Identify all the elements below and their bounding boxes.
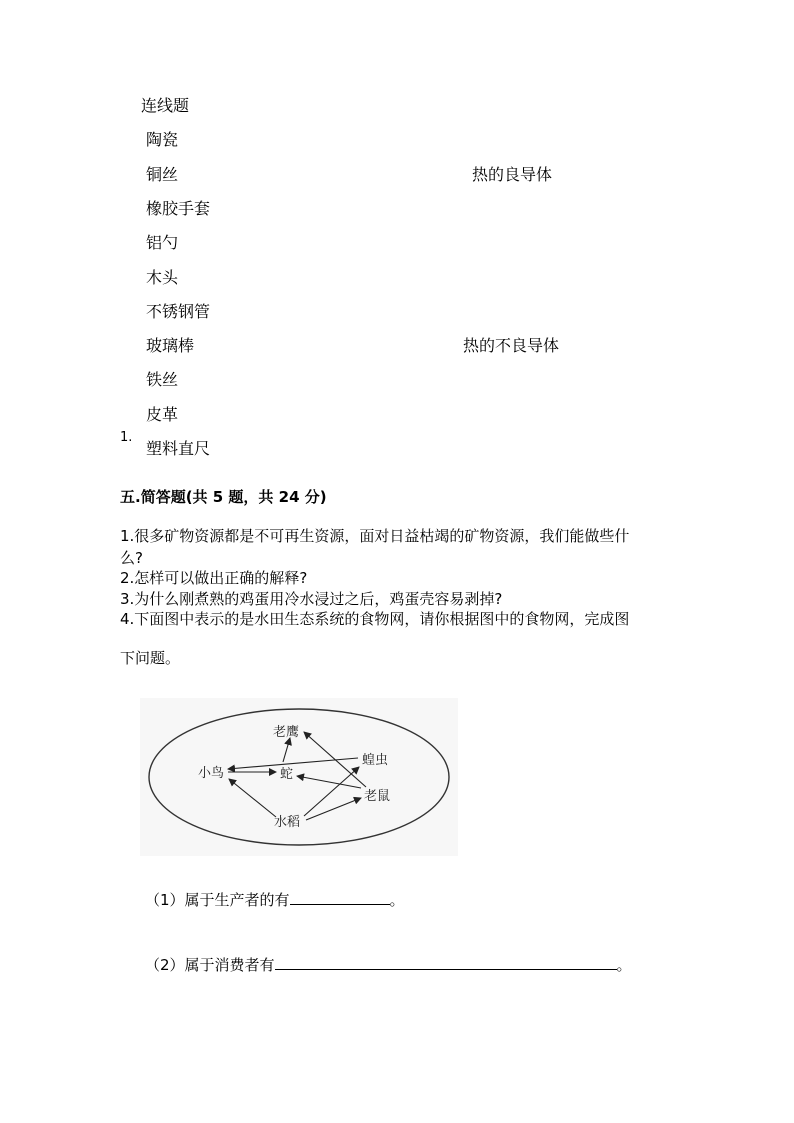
subquestion-2 bbox=[145, 955, 632, 975]
food-web-diagram bbox=[140, 698, 458, 856]
question-4-line-2: 下问题。 bbox=[120, 649, 181, 667]
subquestion-1-text: （1）属于生产者的有 bbox=[145, 891, 290, 909]
matching-left-item: 铁丝 bbox=[146, 370, 179, 389]
node-grasshopper: 蝗虫 bbox=[362, 753, 389, 768]
matching-left-item: 铝勺 bbox=[146, 233, 179, 252]
node-eagle: 老鹰 bbox=[273, 725, 300, 740]
node-rice: 水稻 bbox=[274, 815, 301, 830]
matching-left-item: 玻璃棒 bbox=[146, 336, 195, 355]
matching-title: 连线题 bbox=[141, 96, 190, 115]
question-number: 1. bbox=[120, 430, 133, 445]
matching-left-item: 不锈钢管 bbox=[146, 302, 211, 321]
node-bird: 小鸟 bbox=[198, 766, 225, 781]
subquestion-1-end: 。 bbox=[389, 891, 405, 909]
question-1-line-2: 么? bbox=[120, 549, 143, 567]
matching-left-item: 铜丝 bbox=[146, 165, 179, 184]
matching-left-item: 塑料直尺 bbox=[146, 439, 211, 458]
subquestion-2-text: （2）属于消费者有 bbox=[145, 956, 275, 974]
matching-left-item: 皮革 bbox=[146, 405, 179, 424]
matching-left-item: 陶瓷 bbox=[146, 130, 179, 149]
answer-blank-1[interactable] bbox=[290, 890, 390, 905]
matching-left-item: 橡胶手套 bbox=[146, 199, 211, 218]
answer-blank-2[interactable] bbox=[275, 955, 617, 970]
node-snake: 蛇 bbox=[280, 767, 294, 782]
matching-left-item: 木头 bbox=[146, 268, 179, 287]
arrow-mouse-to-snake bbox=[297, 776, 361, 788]
subquestion-1 bbox=[145, 890, 405, 910]
arrow-rice-to-mouse bbox=[306, 798, 361, 820]
question-2: 2.怎样可以做出正确的解释? bbox=[120, 569, 308, 587]
arrow-rice-to-bird bbox=[229, 779, 276, 817]
matching-right-item: 热的良导体 bbox=[472, 165, 553, 184]
question-1-line-1: 1.很多矿物资源都是不可再生资源，面对日益枯竭的矿物资源，我们能做些什 bbox=[120, 527, 630, 545]
food-web-figure bbox=[140, 698, 458, 856]
matching-right-item: 热的不良导体 bbox=[463, 336, 560, 355]
section-heading: 五.简答题(共 5 题，共 24 分) bbox=[120, 488, 327, 506]
node-mouse: 老鼠 bbox=[364, 789, 391, 804]
question-4-line-1: 4.下面图中表示的是水田生态系统的食物网，请你根据图中的食物网，完成图 bbox=[120, 610, 630, 628]
question-3: 3.为什么刚煮熟的鸡蛋用冷水浸过之后，鸡蛋壳容易剥掉? bbox=[120, 590, 503, 608]
subquestion-2-end: 。 bbox=[616, 956, 632, 974]
arrow-rice-to-grasshopper bbox=[304, 767, 359, 816]
arrow-snake-to-eagle bbox=[283, 738, 290, 762]
